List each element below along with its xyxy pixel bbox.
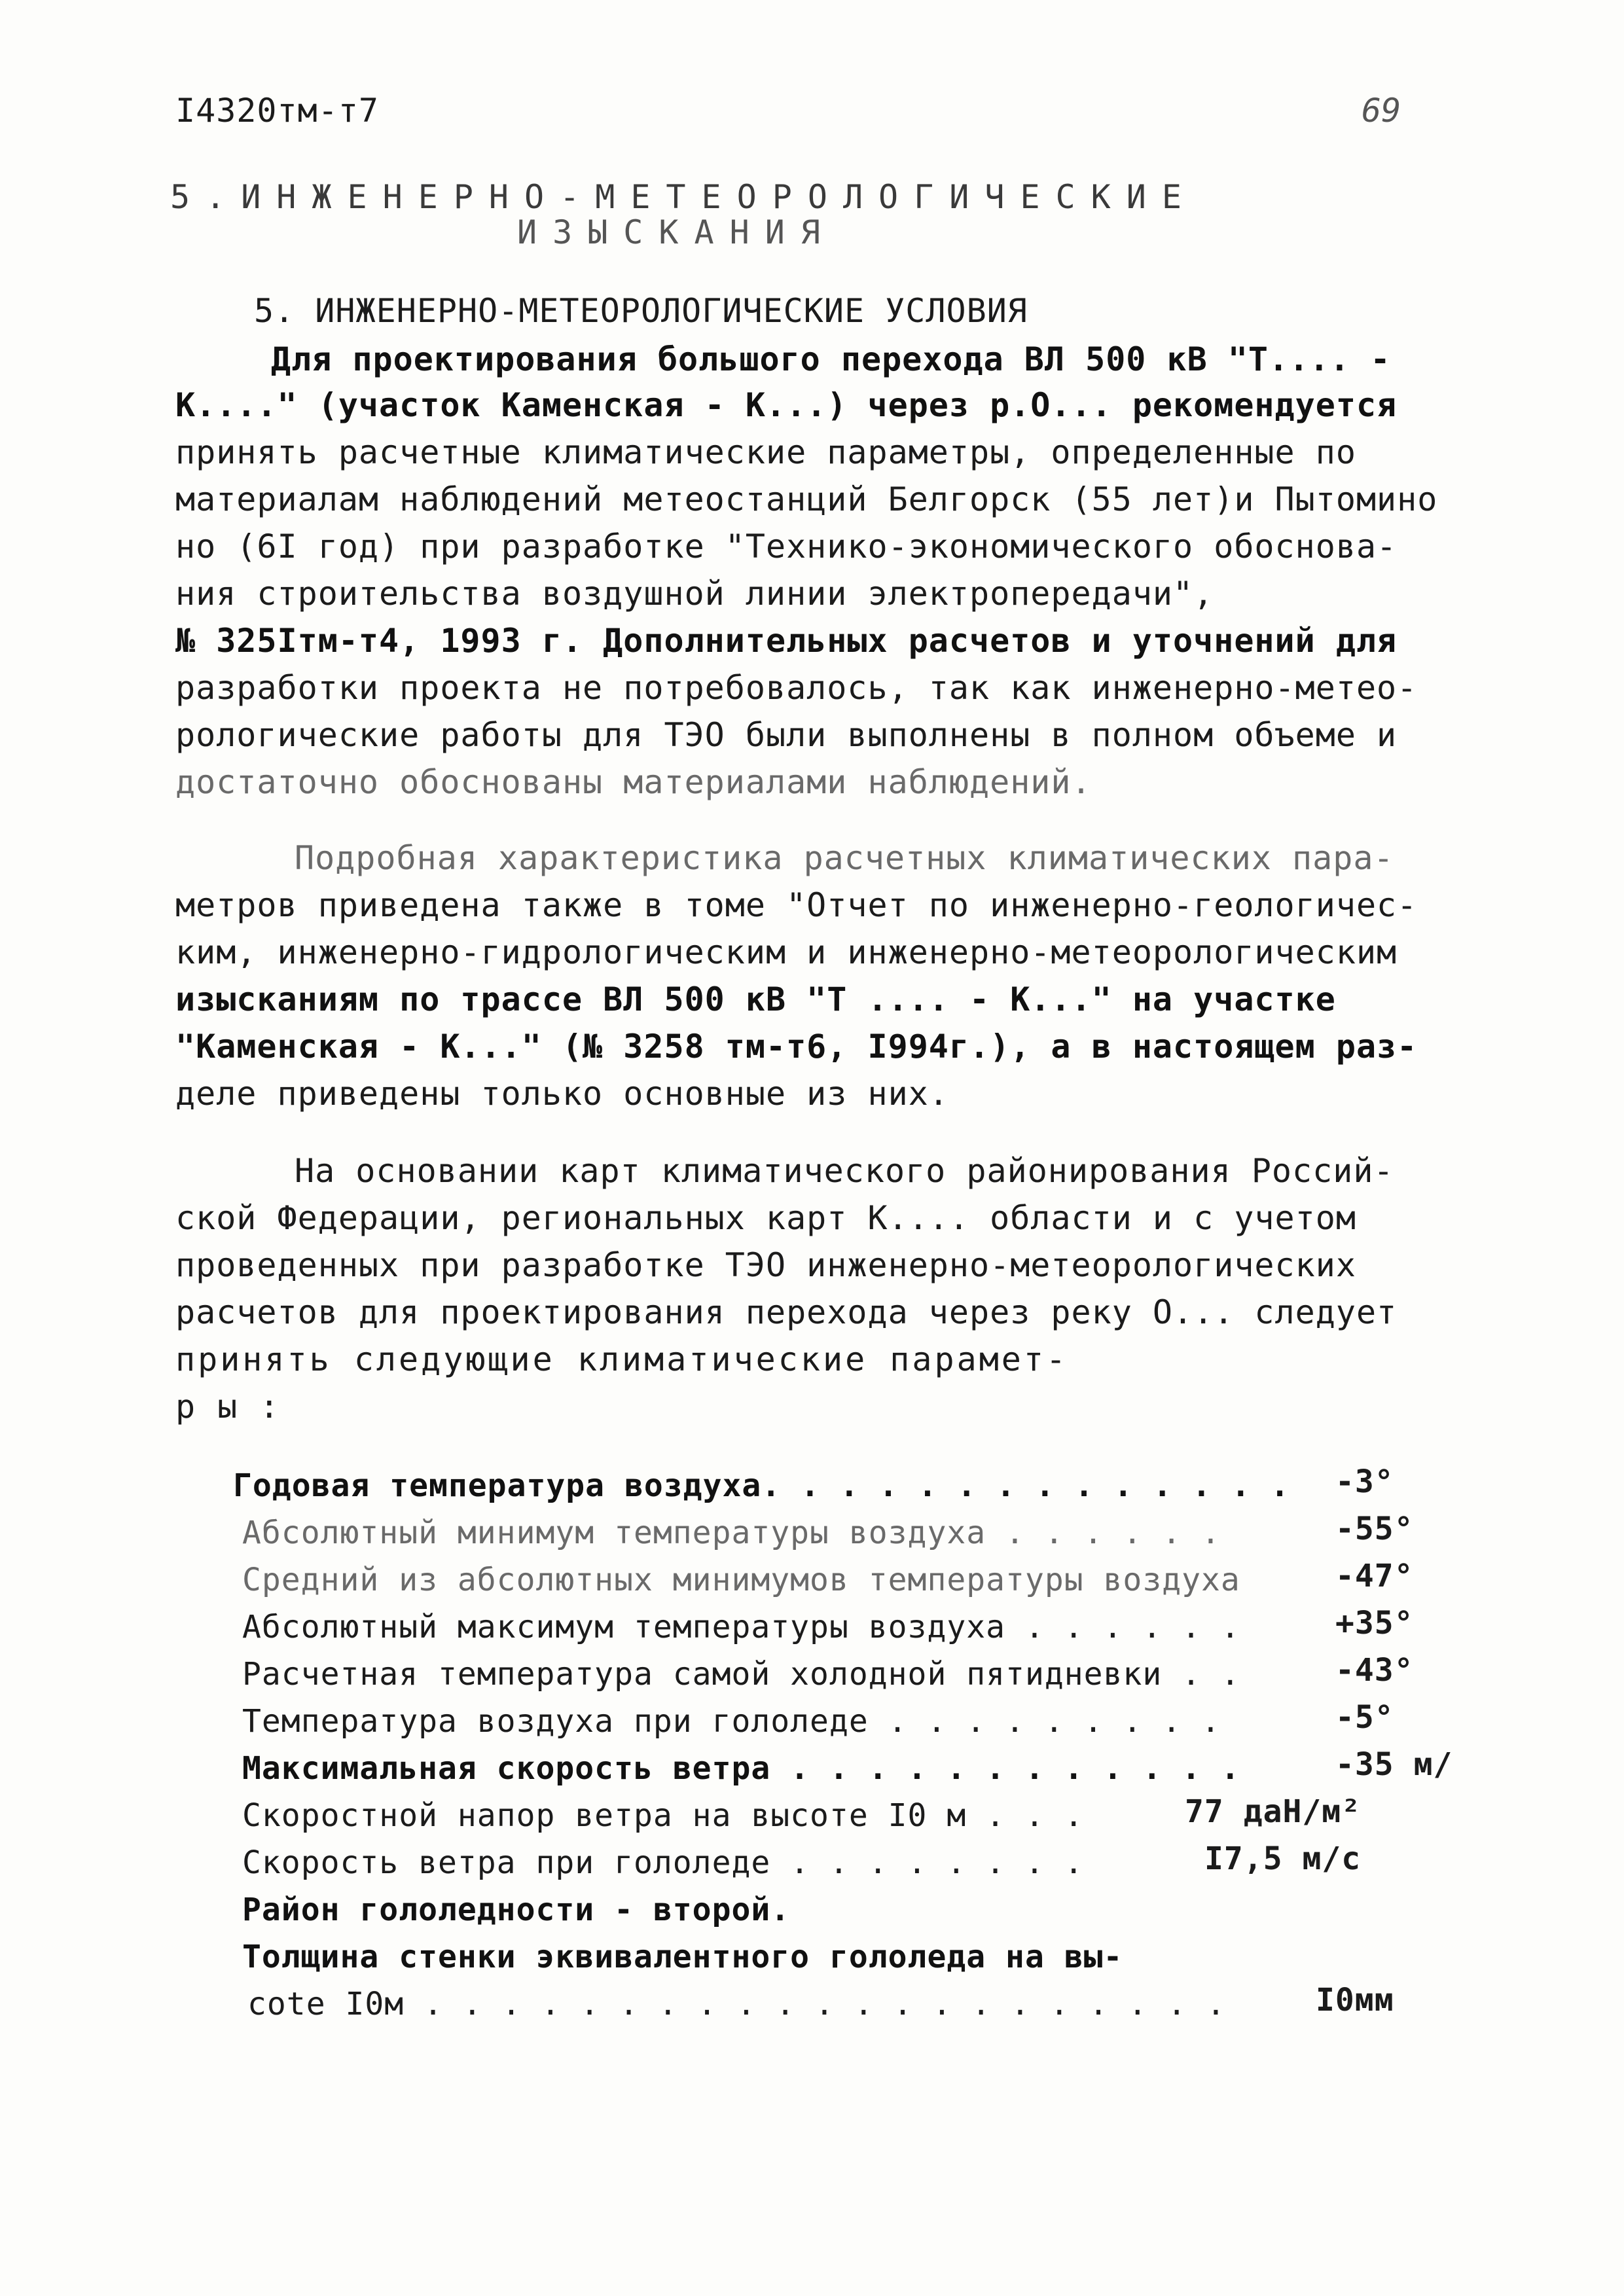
paragraph-line: рологические работы для ТЭО были выполнены в полном объеме и: [175, 716, 1398, 754]
paragraph-line: ской Федерации, региональных карт К.... области и с учетом: [175, 1199, 1356, 1237]
param-value: -47°: [1335, 1558, 1414, 1594]
paragraph-line: изысканиям по трассе ВЛ 500 кВ "Т .... - К..." на участке: [175, 980, 1336, 1018]
paragraph-line: метров приведена также в томе "Отчет по инженерно-геологичес-: [175, 886, 1418, 924]
paragraph-line: расчетов для проектирования перехода через реку О... следует: [175, 1293, 1398, 1331]
param-value: +35°: [1335, 1605, 1414, 1641]
paragraph-line: ры:: [175, 1388, 302, 1426]
param-label: Толщина стенки эквивалентного гололеда на вы-: [242, 1939, 1123, 1975]
paragraph-line: но (6I год) при разработке "Технико-экономического обоснова-: [175, 528, 1398, 565]
param-value: -5°: [1335, 1699, 1394, 1736]
param-value: I7,5 м/с: [1204, 1840, 1362, 1877]
param-label: Температура воздуха при гололеде . . . . . . . . .: [242, 1703, 1221, 1740]
param-value: -43°: [1335, 1652, 1414, 1689]
param-value: -3°: [1335, 1463, 1394, 1500]
param-label: Абсолютный максимум температуры воздуха . . . . . .: [242, 1609, 1240, 1645]
paragraph-line: Для проектирования большого перехода ВЛ 500 кВ "Т.... -: [271, 340, 1391, 378]
page-number: 69: [1362, 92, 1401, 130]
paragraph-line: разработки проекта не потребовалось, так как инженерно-метео-: [175, 669, 1418, 707]
paragraph-line: На основании карт климатического районирования Россий-: [295, 1152, 1394, 1190]
paragraph-line: К...." (участок Каменская - К...) через р.О... рекомендуется: [175, 386, 1398, 424]
chapter-heading-line2: ИЗЫСКАНИЯ: [517, 213, 836, 251]
paragraph-line: достаточно обоснованы материалами наблюдений.: [175, 763, 1092, 801]
paragraph-line: деле приведены только основные из них.: [175, 1075, 949, 1113]
paragraph-line: ния строительства воздушной линии электропередачи",: [175, 575, 1214, 613]
paragraph-line: Подробная характеристика расчетных климатических пара-: [295, 839, 1394, 877]
param-label: Расчетная температура самой холодной пятидневки . .: [242, 1656, 1240, 1693]
param-label: Район гололедности - второй.: [242, 1892, 791, 1928]
param-label: Скоростной напор ветра на высоте I0 м . . .: [242, 1797, 1084, 1834]
paragraph-line: проведенных при разработке ТЭО инженерно-метеорологических: [175, 1246, 1356, 1284]
document-code: I4320тм-т7: [175, 92, 380, 130]
paragraph-line: принять расчетные климатические параметры, определенные по: [175, 433, 1356, 471]
paragraph-line: "Каменская - К..." (№ 3258 тм-т6, I994г.), а в настоящем раз-: [175, 1028, 1418, 1066]
param-value: 77 даН/м²: [1185, 1793, 1362, 1830]
param-label: Скорость ветра при гололеде . . . . . . . .: [242, 1844, 1084, 1881]
param-value: -55°: [1335, 1511, 1414, 1547]
paragraph-line: материалам наблюдений метеостанций Белгорск (55 лет)и Пытомино: [175, 480, 1438, 518]
section-title: 5. ИНЖЕНЕРНО-МЕТЕОРОЛОГИЧЕСКИЕ УСЛОВИЯ: [254, 292, 1028, 330]
param-value: I0мм: [1316, 1982, 1394, 2018]
paragraph-line: № 325Iтм-т4, 1993 г. Дополнительных расчетов и уточнений для: [175, 622, 1398, 660]
param-label: Средний из абсолютных минимумов температуры воздуха: [242, 1562, 1240, 1598]
param-label: Максимальная скорость ветра . . . . . . . . . . . .: [242, 1750, 1240, 1787]
param-value: -35 м/: [1335, 1746, 1453, 1783]
paragraph-line: ким, инженерно-гидрологическим и инженерно-метеорологическим: [175, 933, 1398, 971]
param-label: сote I0м . . . . . . . . . . . . . . . . . . . . .: [247, 1986, 1226, 2022]
param-label: Абсолютный минимум температуры воздуха . . . . . .: [242, 1515, 1221, 1551]
paragraph-line: принять следующие климатические парамет-: [175, 1340, 1069, 1378]
chapter-heading-line1: 5.ИНЖЕНЕРНО-МЕТЕОРОЛОГИЧЕСКИЕ: [170, 178, 1197, 216]
param-label: Годовая температура воздуха. . . . . . . . . . . . . .: [233, 1467, 1290, 1504]
